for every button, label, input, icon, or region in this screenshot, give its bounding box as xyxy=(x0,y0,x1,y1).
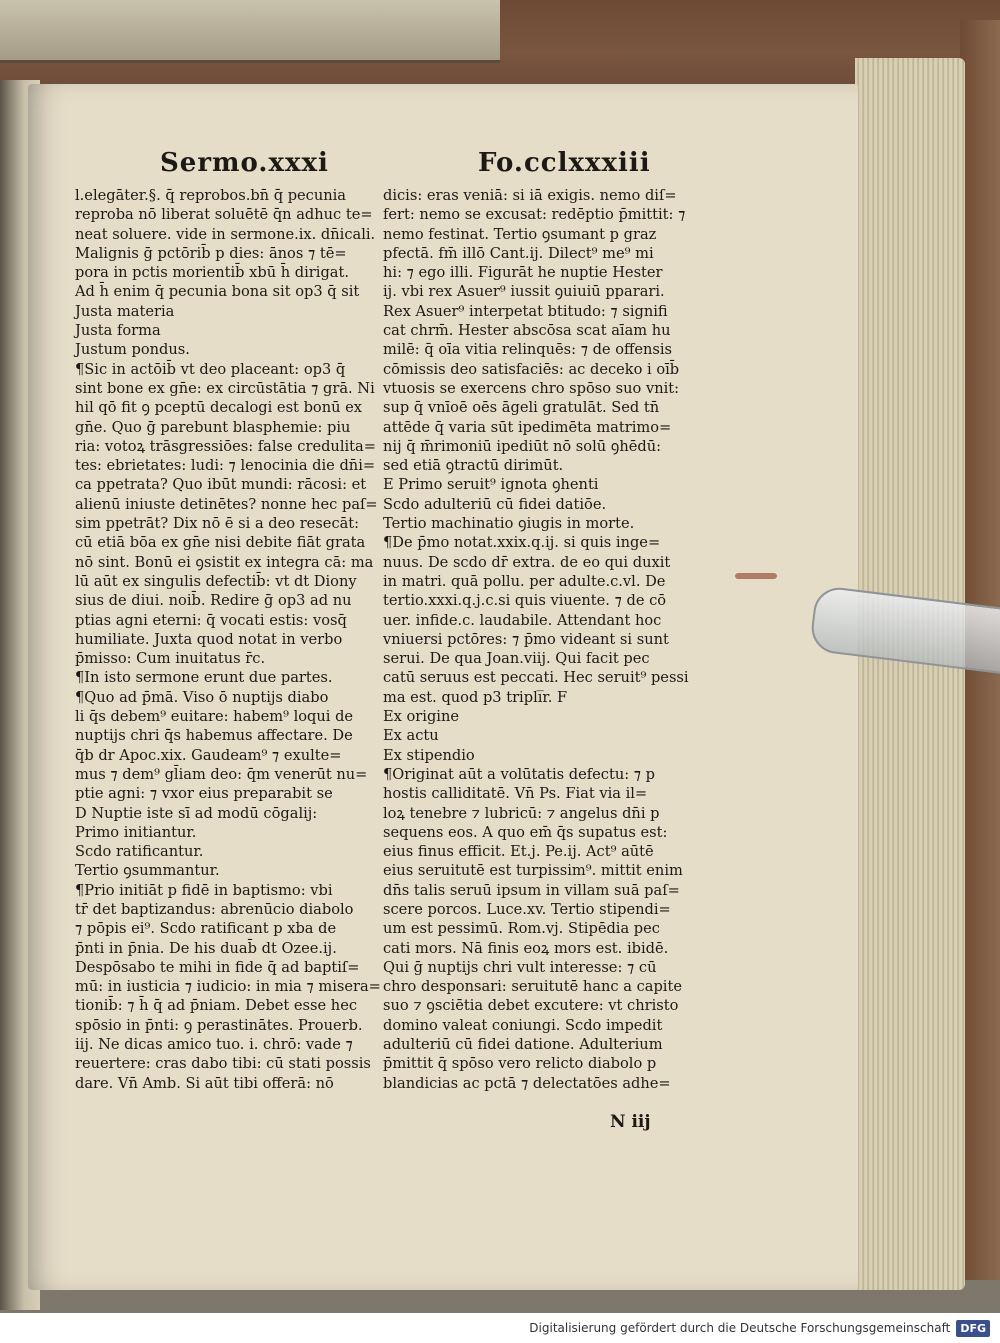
text-line: sint bone ex gn̄e: ex circūstātia ⁊ grā. Ni xyxy=(75,379,375,397)
text-line: Qui ḡ nuptijs chri vult interesse: ⁊ cū xyxy=(383,958,657,976)
text-line: tertio.xxxi.q.j.c.si quis viuente. ⁊ de cō xyxy=(383,592,667,610)
text-line: cū etiā bōa ex gn̄e nisi debite fiāt grata xyxy=(75,534,366,552)
text-line: cōmissis deo satisfaciēs: ac deceko i oīb̄ xyxy=(383,360,680,378)
text-line: p̄nti in p̄nia. De his duab̄ dt Ozee.ij. xyxy=(75,939,337,957)
dfg-logo: DFG xyxy=(956,1320,990,1337)
text-line: milē: q̄ oīa vitia relinquēs: ⁊ de offensis xyxy=(383,341,673,359)
text-line: cat chrm̄. Hester abscōsa scat aīam hu xyxy=(383,322,671,340)
text-line: suo ⁊ ꝯsciētia debet excutere: vt christo xyxy=(383,997,679,1015)
text-line: pfectā. fm̄ illō Cant.ij. Dilect⁹ me⁹ mi xyxy=(383,244,654,262)
text-line: eius finus efficit. Et.j. Pe.ij. Act⁹ aūtē xyxy=(383,843,654,861)
text-line: ij. vbi rex Asuer⁹ iussit ꝯuiuiū pparari. xyxy=(383,283,665,301)
text-line: attēde q̄ varia sūt ipedimēta matrimo= xyxy=(383,418,672,436)
text-line: mus ⁊ dem⁹ gl̄iam deo: q̄m venerūt nu= xyxy=(75,765,368,783)
text-line: sim ppetrāt? Dix nō ē si a deo resecāt: xyxy=(75,515,360,533)
text-line: Ad h̄ enim q̄ pecunia bona sit op3 q̄ sit xyxy=(75,283,360,301)
text-line: hi: ⁊ ego illi. Figurāt he nuptie Hester xyxy=(383,264,663,282)
text-line: sequens eos. A quo em̄ q̄s supatus est: xyxy=(383,823,668,841)
text-line: q̄b dr Apoc.xix. Gaudeam⁹ ⁊ exulte= xyxy=(75,746,342,764)
text-column-right xyxy=(383,186,703,1093)
text-line: E Primo seruit⁹ ignota ꝯhenti xyxy=(383,476,599,494)
text-line: ¶Originat aūt a volūtatis defectu: ⁊ p xyxy=(383,765,656,783)
text-line: Rex Asuer⁹ interpetat btitudo: ⁊ signifi xyxy=(383,302,668,320)
text-line: ria: votoꝝ trāsgressiōes: false credulita= xyxy=(75,437,376,455)
text-line: nij q̄ m̄rimoniū ipediūt nō solū ꝯhēdū: xyxy=(383,437,662,455)
text-line: Tertio ꝯsummantur. xyxy=(75,862,220,880)
text-line: reuertere: cras dabo tibi: cū stati possis xyxy=(75,1055,371,1073)
text-line: catū seruus est peccati. Hec seruit⁹ pessi xyxy=(383,669,689,687)
text-line: Justa materia xyxy=(75,302,175,320)
text-line: Despōsabo te mihi in fide q̄ ad baptiſ= xyxy=(75,958,360,976)
text-line: vniuersi pctōres: ⁊ p̄mo videant si sunt xyxy=(383,630,669,648)
text-line: loꝝ tenebre ⁊ lubricū: ⁊ angelus dn̄i p xyxy=(383,804,660,822)
text-line: tes: ebrietates: ludi: ⁊ lenocinia die dn̄i= xyxy=(75,457,376,475)
text-line: hostis calliditatē. Vn̄ Ps. Fiat via il= xyxy=(383,785,648,803)
text-line: gn̄e. Quo ḡ parebunt blasphemie: piu xyxy=(75,418,351,436)
text-line: dn̄s talis seruū ipsum in villam suā paſ= xyxy=(383,881,680,899)
text-line: sup q̄ vnīoē oēs āgeli gratulāt. Sed tn̄ xyxy=(383,399,660,417)
previous-page-edge xyxy=(0,0,500,63)
running-head-right: Fo.cclxxxiii xyxy=(478,148,651,178)
text-line: sed etiā ꝯtractū dirimūt. xyxy=(383,457,564,475)
text-line: mū: in iusticia ⁊ iudicio: in mia ⁊ misera= xyxy=(75,978,381,996)
text-line: Ex origine xyxy=(383,708,459,726)
text-line: tionib̄: ⁊ h̄ q̄ ad p̄niam. Debet esse hec xyxy=(75,997,358,1015)
text-line: ptie agni: ⁊ vxor eius preparabit se xyxy=(75,785,333,803)
text-line: ⁊ pōpis ei⁹. Scdo ratificant p xba de xyxy=(75,920,337,938)
text-line: Primo initiantur. xyxy=(75,823,197,841)
text-line: Tertio machinatio ꝯiugis in morte. xyxy=(383,515,635,533)
text-line: reproba nō liberat soluētē q̄n adhuc te= xyxy=(75,206,373,224)
text-line: Ex actu xyxy=(383,727,439,745)
text-line: blandicias ac pctā ⁊ delectatōes adhe= xyxy=(383,1074,671,1092)
text-line: adulteriū cū fidei datione. Adulterium xyxy=(383,1036,663,1054)
text-line: D Nuptie iste sī ad modū cōgalij: xyxy=(75,804,318,822)
text-line: hil qō fit ꝯ pceptū decalogi est bonū ex xyxy=(75,399,362,417)
text-line: ¶Quo ad p̄mā. Viso ō nuptijs diabo xyxy=(75,688,329,706)
text-line: li q̄s debem⁹ euitare: habem⁹ loqui de xyxy=(75,708,354,726)
text-line: spōsio in p̄nti: ꝯ perastinātes. Prouerb. xyxy=(75,1016,363,1034)
text-line: ma est. quod p3 tripli̅r. F xyxy=(383,688,568,706)
text-line: ptias agni eterni: q̄ vocati estis: vosq̄ xyxy=(75,611,347,629)
text-line: domino valeat coniungi. Scdo impedit xyxy=(383,1016,663,1034)
text-line: ¶De p̄mo notat.xxix.q.ij. si quis inge= xyxy=(383,534,661,552)
page-block-edges xyxy=(855,58,965,1290)
text-line: nuus. De scdo dr̄ extra. de eo qui duxit xyxy=(383,553,671,571)
text-line: dicis: eras veniā: si iā exigis. nemo diſ= xyxy=(383,187,677,204)
text-line: tr̄ det baptizandus: abrenūcio diabolo xyxy=(75,900,354,918)
text-line: scere porcos. Luce.xv. Tertio stipendi= xyxy=(383,900,671,918)
footer-credit: Digitalisierung gefördert durch die Deutsche Forschungsgemeinschaft xyxy=(529,1321,951,1335)
text-line: Scdo ratificantur. xyxy=(75,843,204,861)
text-line: ¶Prio initiāt p fidē in baptismo: vbi xyxy=(75,881,333,899)
text-line: pora in pctis morientib̄ xbū h̄ dirigat. xyxy=(75,264,349,282)
ink-stain xyxy=(735,573,777,579)
text-line: l.elegāter.§. q̄ reprobos.bn̄ q̄ pecunia xyxy=(75,187,347,204)
text-line: Justa forma xyxy=(75,322,161,340)
text-line: eius seruitutē est turpissim⁹. mittit enim xyxy=(383,862,683,880)
running-head-left: Sermo.xxxi xyxy=(160,148,329,178)
text-line: alienū iniuste detinētes? nonne hec paſ= xyxy=(75,495,378,513)
signature-mark: N iij xyxy=(610,1112,651,1132)
text-line: chro desponsari: seruitutē hanc a capite xyxy=(383,978,682,996)
text-line: ¶In isto sermone erunt due partes. xyxy=(75,669,333,687)
text-line: Malignis ḡ pctōrib̄ p dies: ānos ⁊ tē= xyxy=(75,244,347,262)
text-line: iij. Ne dicas amico tuo. i. chrō: vade ⁊ xyxy=(75,1036,353,1054)
text-column-left xyxy=(75,186,380,1093)
text-line: serui. De qua Joan.viij. Qui facit pec xyxy=(383,650,650,668)
text-line: vtuosis se exercens chro spōso suo vnit: xyxy=(383,379,680,397)
text-line: dare. Vn̄ Amb. Si aūt tibi offerā: nō xyxy=(75,1074,334,1092)
text-line: ca ppetrata? Quo ibūt mundi: rācosi: et xyxy=(75,476,367,494)
text-line: fert: nemo se excusat: redēptio p̄mittit: ⁊ xyxy=(383,206,686,224)
text-line: nō sint. Bonū ei ꝯsistit ex integra cā: ma xyxy=(75,553,374,571)
text-line: um est pessimū. Rom.vj. Stipēdia pec xyxy=(383,920,660,938)
text-line: p̄misso: Cum inuitatus r̄c. xyxy=(75,650,266,668)
text-line: humiliate. Juxta quod notat in verbo xyxy=(75,630,343,648)
text-line: nemo festinat. Tertio ꝯsumant p graz xyxy=(383,225,657,243)
text-line: neat soluere. vide in sermone.ix. dn̄icali. xyxy=(75,225,376,243)
text-line: Ex stipendio xyxy=(383,746,475,764)
text-line: ¶Sic in actōib̄ vt deo placeant: op3 q̄ xyxy=(75,360,346,378)
text-line: Justum pondus. xyxy=(75,341,190,359)
text-line: uer. infide.c. laudabile. Attendant hoc xyxy=(383,611,662,629)
text-line: sius de diui. noib̄. Redire ḡ op3 ad nu xyxy=(75,592,352,610)
text-line: in matri. quā pollu. per adulte.c.vl. De xyxy=(383,572,666,590)
digitization-footer xyxy=(0,1313,1000,1343)
text-line: cati mors. Nā finis eoꝝ mors est. ibidē. xyxy=(383,939,669,957)
text-line: nuptijs chri q̄s habemus affectare. De xyxy=(75,727,353,745)
text-line: lū aūt ex singulis defectib̄: vt dt Diony xyxy=(75,572,357,590)
text-line: Scdo adulteriū cū fidei datiōe. xyxy=(383,495,607,513)
text-line: p̄mittit q̄ spōso vero relicto diabolo p xyxy=(383,1055,657,1073)
